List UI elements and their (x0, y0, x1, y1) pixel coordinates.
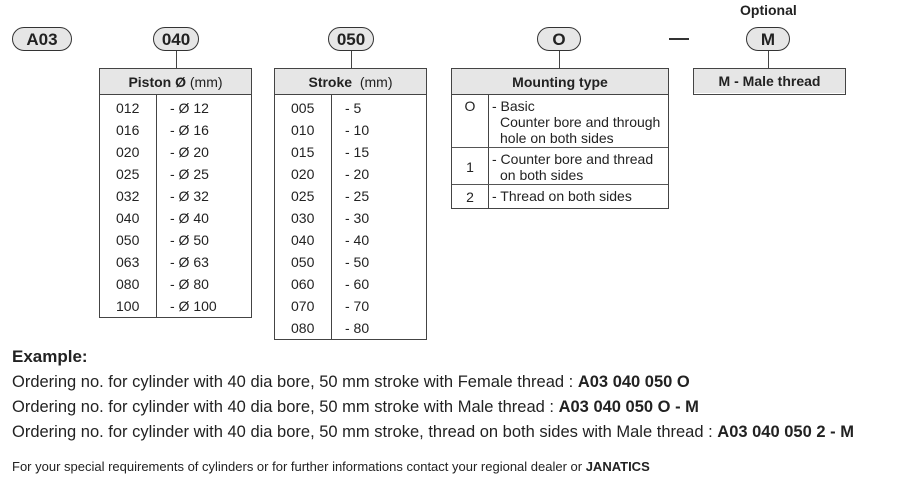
piston-code: 025 (116, 166, 140, 182)
stroke-value: - 60 (345, 276, 370, 292)
mounting-desc-line: - Basic (492, 98, 535, 114)
piston-value: - Ø 32 (170, 188, 209, 204)
piston-row (100, 119, 251, 141)
piston-value: - Ø 100 (170, 298, 217, 314)
piston-value: - Ø 50 (170, 232, 209, 248)
footer-brand: JANATICS (585, 459, 650, 474)
stroke-code: 015 (291, 144, 315, 160)
stroke-code: 040 (291, 232, 315, 248)
stroke-code: 030 (291, 210, 315, 226)
piston-value: - Ø 40 (170, 210, 209, 226)
piston-code: 050 (116, 232, 140, 248)
example-order-code: A03 040 050 2 - M (717, 423, 854, 441)
mounting-desc-line: on both sides (500, 167, 584, 183)
mounting-row (452, 148, 668, 185)
stroke-row (275, 317, 426, 339)
piston-row (100, 229, 251, 251)
stroke-row (275, 119, 426, 141)
example-text: Ordering no. for cylinder with 40 dia bore, 50 mm stroke, thread on both sides with Male thread : (12, 423, 718, 441)
example-text: Ordering no. for cylinder with 40 dia bore, 50 mm stroke with Female thread : (12, 373, 578, 391)
mounting-desc (492, 151, 653, 183)
stroke-code: 020 (291, 166, 315, 182)
piston-row (100, 251, 251, 273)
separator-dash (669, 38, 689, 40)
piston-value: - Ø 63 (170, 254, 209, 270)
thread-table-header: M - Male thread (694, 69, 845, 93)
piston-value: - Ø 25 (170, 166, 209, 182)
mounting-desc-line: Counter bore and through (500, 114, 661, 130)
mounting-desc (492, 98, 660, 146)
stroke-value: - 10 (345, 122, 370, 138)
stroke-code: 060 (291, 276, 315, 292)
stroke-row (275, 295, 426, 317)
stroke-code-pill: 050 (328, 27, 374, 51)
piston-code: 016 (116, 122, 140, 138)
thread-table (693, 68, 846, 95)
stroke-row (275, 163, 426, 185)
mounting-desc-line: - Thread on both sides (492, 188, 632, 204)
series-code-pill: A03 (12, 27, 72, 51)
optional-label: Optional (740, 2, 797, 18)
stroke-value: - 25 (345, 188, 370, 204)
footer-note (12, 459, 650, 474)
footer-text: For your special requirements of cylinders or for further informations contact your regional dealer or (12, 459, 586, 474)
stroke-connector (351, 51, 352, 68)
piston-connector (176, 51, 177, 68)
stroke-row (275, 185, 426, 207)
stroke-table-header: Stroke (mm) (275, 69, 426, 95)
piston-row (100, 97, 251, 119)
stroke-code: 080 (291, 320, 315, 336)
mounting-code: 1 (466, 159, 474, 175)
mounting-desc (492, 188, 632, 204)
mounting-rows (452, 95, 668, 208)
example-order-code: A03 040 050 O - M (558, 398, 699, 416)
piston-value: - Ø 12 (170, 100, 209, 116)
stroke-value: - 40 (345, 232, 370, 248)
piston-code: 020 (116, 144, 140, 160)
piston-value: - Ø 16 (170, 122, 209, 138)
mounting-connector (559, 51, 560, 68)
stroke-row (275, 251, 426, 273)
mounting-table (451, 68, 669, 209)
stroke-code: 010 (291, 122, 315, 138)
stroke-table (274, 68, 427, 340)
mounting-code-pill: O (537, 27, 581, 51)
piston-row (100, 185, 251, 207)
piston-code: 100 (116, 298, 140, 314)
stroke-code: 070 (291, 298, 315, 314)
stroke-value: - 70 (345, 298, 370, 314)
mounting-table-header: Mounting type (452, 69, 668, 95)
stroke-row (275, 141, 426, 163)
mounting-desc-line: - Counter bore and thread (492, 151, 654, 167)
stroke-value: - 5 (345, 100, 362, 116)
stroke-row (275, 207, 426, 229)
example-heading: Example: (12, 347, 88, 366)
thread-connector (768, 51, 769, 68)
mounting-desc-line: hole on both sides (500, 130, 614, 146)
piston-row (100, 273, 251, 295)
example-line (12, 373, 690, 392)
example-order-code: A03 040 050 O (577, 373, 690, 391)
stroke-value: - 80 (345, 320, 370, 336)
piston-code: 012 (116, 100, 140, 116)
example-text: Ordering no. for cylinder with 40 dia bore, 50 mm stroke with Male thread : (12, 398, 559, 416)
piston-table-header: Piston Ø (mm) (100, 69, 251, 95)
thread-code-pill: M (746, 27, 790, 51)
example-line (12, 423, 854, 442)
example-line (12, 398, 699, 417)
piston-value: - Ø 20 (170, 144, 209, 160)
stroke-value: - 50 (345, 254, 370, 270)
mounting-row (452, 185, 668, 209)
stroke-code: 025 (291, 188, 315, 204)
piston-table (99, 68, 252, 318)
stroke-code: 005 (291, 100, 315, 116)
mounting-code: O (464, 98, 476, 114)
piston-row (100, 295, 251, 317)
piston-value: - Ø 80 (170, 276, 209, 292)
mounting-row (452, 95, 668, 148)
piston-code: 040 (116, 210, 140, 226)
stroke-value: - 20 (345, 166, 370, 182)
stroke-row (275, 273, 426, 295)
stroke-value: - 15 (345, 144, 370, 160)
piston-row (100, 207, 251, 229)
mounting-code: 2 (466, 189, 474, 205)
piston-code: 063 (116, 254, 140, 270)
stroke-row (275, 97, 426, 119)
stroke-value: - 30 (345, 210, 370, 226)
piston-row (100, 163, 251, 185)
stroke-code: 050 (291, 254, 315, 270)
stroke-row (275, 229, 426, 251)
piston-row (100, 141, 251, 163)
piston-code: 032 (116, 188, 140, 204)
piston-code-pill: 040 (153, 27, 199, 51)
piston-code: 080 (116, 276, 140, 292)
